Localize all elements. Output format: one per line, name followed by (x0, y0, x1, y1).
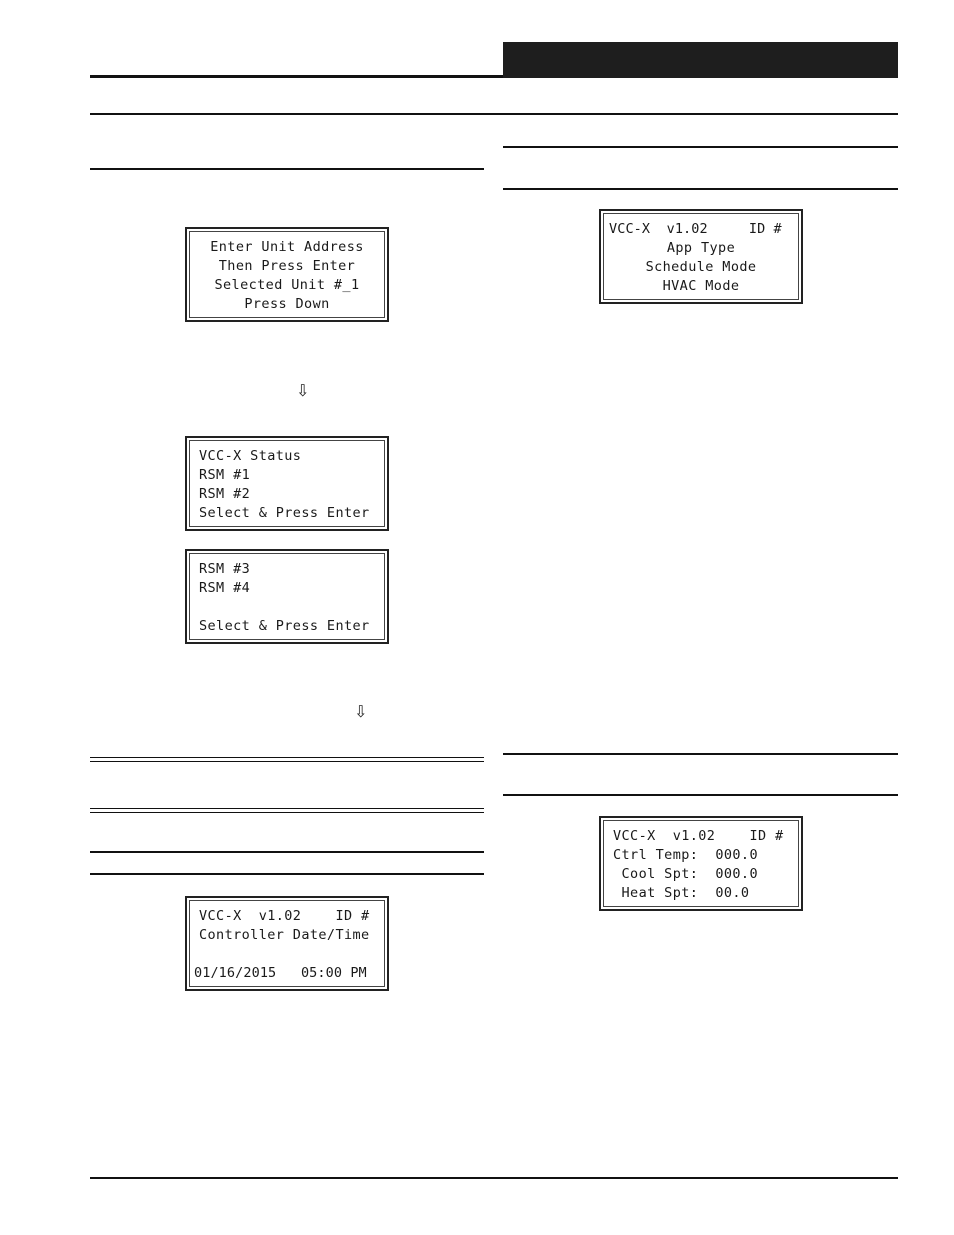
lcd-line: VCC-X v1.02 ID # (613, 828, 784, 844)
left-rule-1 (90, 168, 484, 170)
lcd-line: Ctrl Temp: 000.0 (613, 847, 758, 863)
down-arrow-icon: ⇩ (296, 381, 310, 400)
lcd-line: Heat Spt: 00.0 (613, 885, 750, 901)
lcd-vccx-status (185, 436, 389, 531)
lcd-line: HVAC Mode (662, 278, 740, 294)
right-rule-1 (503, 146, 898, 148)
lcd-line: Cool Spt: 000.0 (613, 866, 758, 882)
lcd-line: VCC-X v1.02 ID # (609, 221, 782, 237)
lcd-unit-address (185, 227, 389, 322)
lcd-app-type (599, 209, 803, 304)
section-rule-top (90, 113, 898, 115)
lcd-line: RSM #3 (199, 561, 251, 577)
lcd-line: 01/16/2015 05:00 PM (194, 965, 367, 981)
lcd-line: Controller Date/Time (199, 927, 370, 943)
lcd-line: Schedule Mode (645, 259, 757, 275)
lcd-line: RSM #4 (199, 580, 251, 596)
lcd-line: VCC-X Status (199, 448, 302, 464)
left-rule-2b (90, 761, 484, 762)
right-rule-2 (503, 188, 898, 190)
right-rule-4 (503, 794, 898, 796)
lcd-line: App Type (666, 240, 736, 256)
left-rule-5 (90, 873, 484, 875)
left-rule-3b (90, 812, 484, 813)
left-rule-3a (90, 808, 484, 809)
lcd-rsm-page-2 (185, 549, 389, 644)
left-rule-2a (90, 757, 484, 758)
lcd-line: Select & Press Enter (199, 618, 370, 634)
header-bar (503, 42, 898, 78)
right-rule-3 (503, 753, 898, 755)
lcd-line: Press Down (244, 296, 330, 312)
lcd-ctrl-temp (599, 816, 803, 911)
left-rule-4 (90, 851, 484, 853)
lcd-line (190, 945, 384, 964)
lcd-line: RSM #1 (199, 467, 251, 483)
down-arrow-icon: ⇩ (354, 702, 368, 721)
lcd-line: VCC-X v1.02 ID # (199, 908, 370, 924)
lcd-line: Select & Press Enter (199, 505, 370, 521)
lcd-date-time (185, 896, 389, 991)
lcd-line: RSM #2 (199, 486, 251, 502)
lcd-line: Selected Unit #_1 (214, 277, 360, 293)
lcd-line: Then Press Enter (218, 258, 356, 274)
lcd-line: Enter Unit Address (210, 239, 364, 255)
header-rule (90, 75, 503, 78)
lcd-line (190, 598, 384, 617)
footer-rule (90, 1177, 898, 1179)
